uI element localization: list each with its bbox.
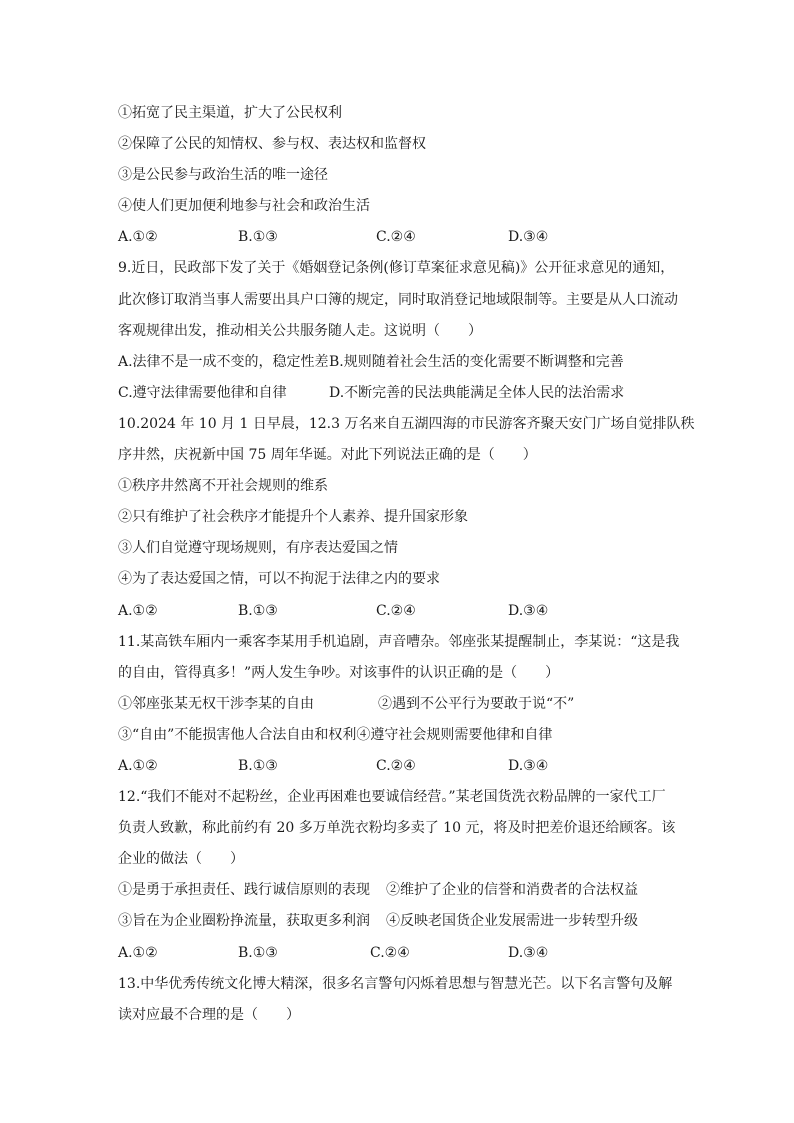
q12-stem-line-3: 企业的做法（ ） [118, 851, 244, 868]
q9-stem-line-3: 客观规律出发，推动相关公共服务随人走。这说明（ ） [118, 322, 482, 339]
q13-stem-line-1: 13.中华优秀传统文化博大精深，很多名言警句闪烁着思想与智慧光芒。以下名言警句及解 [118, 975, 673, 992]
q11-option-b: B.①③ [238, 757, 278, 774]
q12-statement-4: ④反映老国货企业发展需进一步转型升级 [386, 913, 638, 930]
q10-option-b: B.①③ [238, 602, 278, 619]
q8-statement-2: ②保障了公民的知情权、参与权、表达权和监督权 [118, 136, 426, 153]
q9-option-c: C.遵守法律需要他律和自律 [118, 384, 287, 401]
q8-option-b: B.①③ [238, 229, 278, 246]
q8-option-a: A.①② [118, 229, 158, 246]
q10-option-d: D.③④ [508, 602, 549, 619]
q10-options [118, 596, 678, 627]
q12-statement-3: ③旨在为企业圈粉挣流量，获取更多利润 [118, 913, 370, 930]
q8-option-c: C.②④ [376, 229, 416, 246]
q10-option-a: A.①② [118, 602, 158, 619]
q8-statement-3: ③是公民参与政治生活的唯一途径 [118, 167, 328, 184]
q13-stem-line-2: 读对应最不合理的是（ ） [118, 1006, 300, 1023]
q9-options-row-2 [118, 378, 678, 409]
q10-option-c: C.②④ [376, 602, 416, 619]
q10-stem-line-1: 10.2024 年 10 月 1 日早晨，12.3 万名来自五湖四海的市民游客齐聚天安门广场自觉排队秩 [118, 415, 695, 432]
q10-statement-1: ①秩序井然离不开社会规则的维系 [118, 478, 328, 495]
q12-option-c: C.②④ [370, 944, 410, 961]
q8-options [118, 222, 678, 253]
q9-option-a: A.法律不是一成不变的，稳定性差 [118, 353, 329, 370]
q9-stem-line-2: 此次修订取消当事人需要出具户口簿的规定，同时取消登记地域限制等。主要是从人口流动 [118, 291, 678, 308]
q9-stem-line-1: 9.近日，民政部下发了关于《婚姻登记条例(修订草案征求意见稿)》公开征求意见的通知， [118, 260, 675, 277]
q12-stem-line-2: 负责人致歉，称此前约有 20 多万单洗衣粉均多卖了 10 元，将及时把差价退还给顾客。该 [118, 820, 676, 837]
q11-statement-2: ②遇到不公平行为要敢于说“不” [378, 695, 575, 712]
q12-option-a: A.①② [118, 944, 158, 961]
q11-stem-line-1: 11.某高铁车厢内一乘客李某用手机追剧，声音嘈杂。邻座张某提醒制止，李某说：“这是我 [118, 633, 680, 650]
q12-options [118, 938, 678, 969]
q9-options-row-1 [118, 347, 678, 378]
q9-option-b: B.规则随着社会生活的变化需要不断调整和完善 [329, 353, 624, 370]
q12-statement-2: ②维护了企业的信誉和消费者的合法权益 [386, 882, 638, 899]
q11-statements-row-1 [118, 689, 678, 720]
q8-statement-1: ①拓宽了民主渠道，扩大了公民权利 [118, 105, 342, 121]
q11-stem-line-2: 的自由，管得真多！”两人发生争吵。对该事件的认识正确的是（ ） [118, 664, 560, 681]
q12-statements-row-2 [118, 906, 678, 937]
q12-statement-1: ①是勇于承担责任、践行诚信原则的表现 [118, 882, 370, 899]
q11-option-a: A.①② [118, 757, 158, 774]
q12-statements-row-1 [118, 875, 678, 906]
q8-statement-4: ④使人们更加便利地参与社会和政治生活 [118, 198, 370, 215]
q9-option-d: D.不断完善的民法典能满足全体人民的法治需求 [329, 384, 625, 401]
q10-statement-3: ③人们自觉遵守现场规则，有序表达爱国之情 [118, 540, 398, 557]
q12-option-d: D.③④ [508, 944, 549, 961]
q10-statement-4: ④为了表达爱国之情，可以不拘泥于法律之内的要求 [118, 571, 440, 588]
q11-option-c: C.②④ [376, 757, 416, 774]
q11-statements-row-2: ③“自由”不能损害他人合法自由和权利④遵守社会规则需要他律和自律 [118, 726, 553, 743]
q11-options [118, 751, 678, 782]
q12-option-b: B.①③ [238, 944, 278, 961]
q8-option-d: D.③④ [508, 229, 549, 246]
q11-statement-1: ①邻座张某无权干涉李某的自由 [118, 695, 314, 712]
q11-option-d: D.③④ [508, 757, 549, 774]
q10-statement-2: ②只有维护了社会秩序才能提升个人素养、提升国家形象 [118, 509, 468, 526]
q12-stem-line-1: 12.“我们不能对不起粉丝，企业再困难也要诚信经营。”某老国货洗衣粉品牌的一家代工厂 [118, 789, 666, 806]
q10-stem-line-2: 序井然，庆祝新中国 75 周年华诞。对此下列说法正确的是（ ） [118, 447, 537, 464]
page-content [118, 98, 695, 1031]
